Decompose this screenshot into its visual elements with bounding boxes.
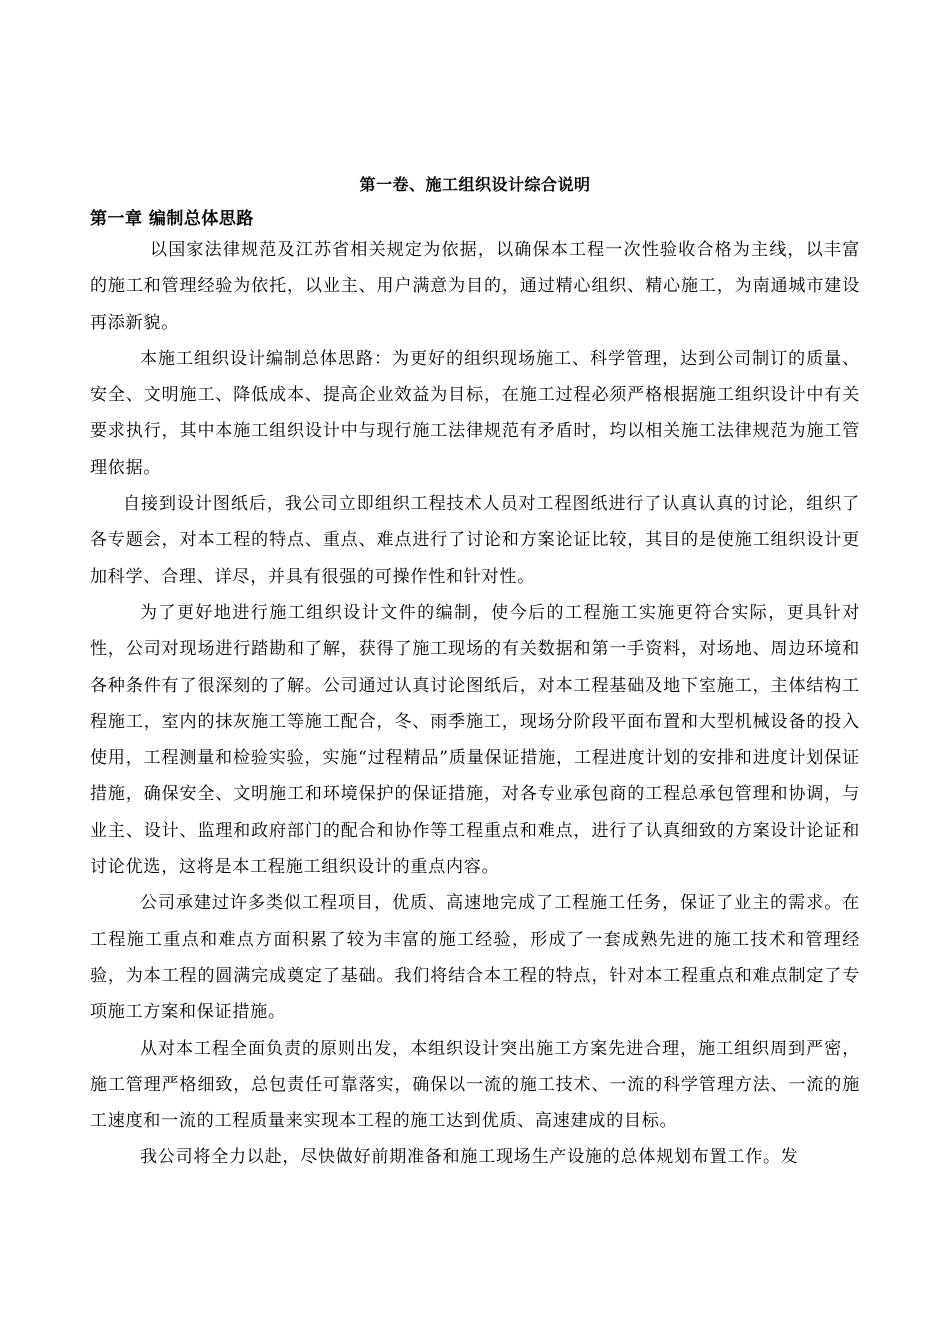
chapter-heading: 第一章 编制总体思路	[90, 209, 254, 229]
paragraph-5: 公司承建过许多类似工程项目，优质、高速地完成了工程施工任务，保证了业主的需求。在工程施工重点和难点方面积累了较为丰富的施工经验，形成了一套成熟先进的施工技术和管理经验，为本工程的圆满完成奠定了基础。我们将结合本工程的特点，针对本工程重点和难点制定了专项施工方案和保证措施。	[90, 893, 860, 1023]
body-text	[90, 232, 860, 1176]
paragraph-7: 我公司将全力以赴，尽快做好前期准备和施工现场生产设施的总体规划布置工作。发	[140, 1147, 799, 1168]
paragraph-2: 本施工组织设计编制总体思路：为更好的组织现场施工、科学管理，达到公司制订的质量、安全、文明施工、降低成本、提高企业效益为目标，在施工过程必须严格根据施工组织设计中有关要求执行，其中本施工组织设计中与现行施工法律规范有矛盾时，均以相关施工法律规范为施工管理依据。	[90, 348, 860, 478]
document-title: 第一卷、施工组织设计综合说明	[359, 175, 591, 194]
paragraph-4: 为了更好地进行施工组织设计文件的编制，使今后的工程施工实施更符合实际，更具针对性，公司对现场进行踏勘和了解，获得了施工现场的有关数据和第一手资料，对场地、周边环境和各种条件有了很深刻的了解。公司通过认真讨论图纸后，对本工程基础及地下室施工，主体结构工程施工，室内的抹灰施工等施工配合，冬、雨季施工，现场分阶段平面布置和大型机械设备的投入使用，工程测量和检验实验，实施“过程精品”质量保证措施，工程进度计划的安排和进度计划保证措施，确保安全、文明施工和环境保护的保证措施，对各专业承包商的工程总承包管理和协调，与业主、设计、监理和政府部门的配合和协作等工程重点和难点，进行了认真细致的方案设计论证和讨论优选，这将是本工程施工组织设计的重点内容。	[90, 602, 860, 878]
paragraph-1: 以国家法律规范及江苏省相关规定为依据，以确保本工程一次性验收合格为主线，以丰富的施工和管理经验为依托，以业主、用户满意为目的，通过精心组织、精心施工，为南通城市建设再添新貌。	[90, 240, 860, 333]
paragraph-3: 自接到设计图纸后，我公司立即组织工程技术人员对工程图纸进行了认真认真的讨论，组织了各专题会，对本工程的特点、重点、难点进行了讨论和方案论证比较，其目的是使施工组织设计更加科学、合理、详尽，并具有很强的可操作性和针对性。	[90, 494, 860, 587]
paragraph-6: 从对本工程全面负责的原则出发，本组织设计突出施工方案先进合理，施工组织周到严密，施工管理严格细致，总包责任可靠落实，确保以一流的施工技术、一流的科学管理方法、一流的施工速度和一流的工程质量来实现本工程的施工达到优质、高速建成的目标。	[90, 1038, 860, 1132]
